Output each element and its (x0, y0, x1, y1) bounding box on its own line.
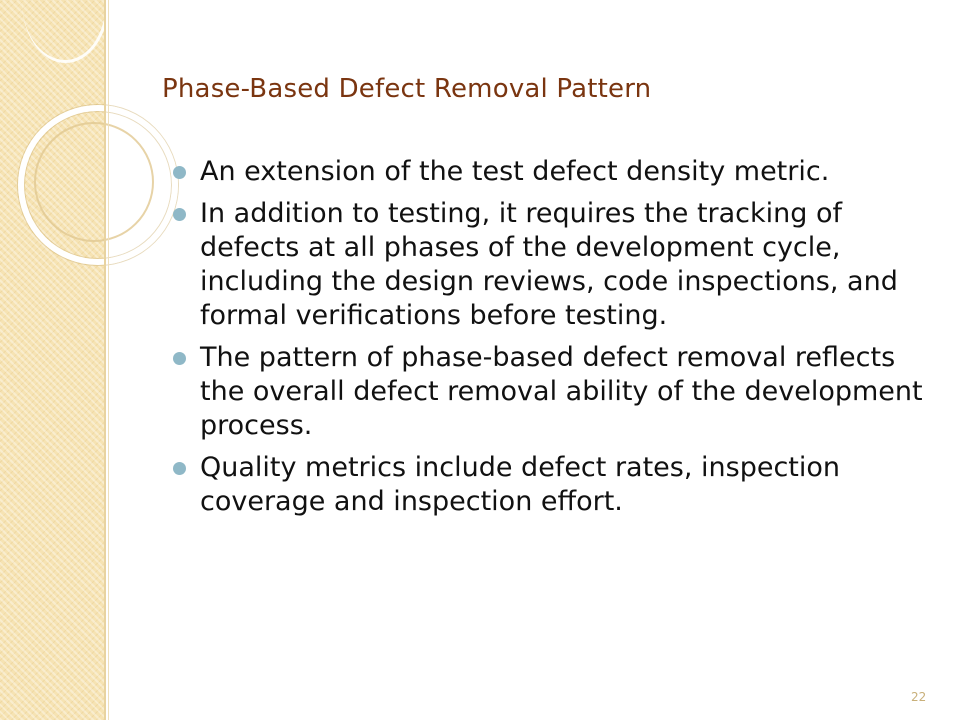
bullet-item (200, 155, 925, 189)
bullet-dot-icon (173, 352, 186, 365)
bullet-dot-icon (173, 166, 186, 179)
bullet-dot-icon (173, 462, 186, 475)
decorative-arc (22, 0, 109, 63)
page-number: 22 (911, 690, 927, 704)
bullet-list (200, 155, 925, 527)
slide-title: Phase-Based Defect Removal Pattern (162, 74, 652, 104)
decorative-divider-thin (108, 0, 109, 720)
decorative-side-band (0, 0, 105, 720)
bullet-text: Quality metrics include defect rates, inspection coverage and inspection effort. (200, 452, 841, 517)
bullet-item (200, 197, 925, 333)
bullet-item (200, 341, 925, 443)
bullet-text: An extension of the test defect density metric. (200, 156, 830, 187)
bullet-item (200, 451, 925, 519)
bullet-text: In addition to testing, it requires the tracking of defects at all phases of the development cycle, including the design reviews, code inspections, and formal verifications before testing. (200, 198, 898, 331)
decorative-divider (104, 0, 106, 720)
bullet-text: The pattern of phase-based defect removal reflects the overall defect removal ability of the development process. (200, 342, 923, 441)
decorative-inner-ring (34, 122, 154, 242)
bullet-dot-icon (173, 208, 186, 221)
